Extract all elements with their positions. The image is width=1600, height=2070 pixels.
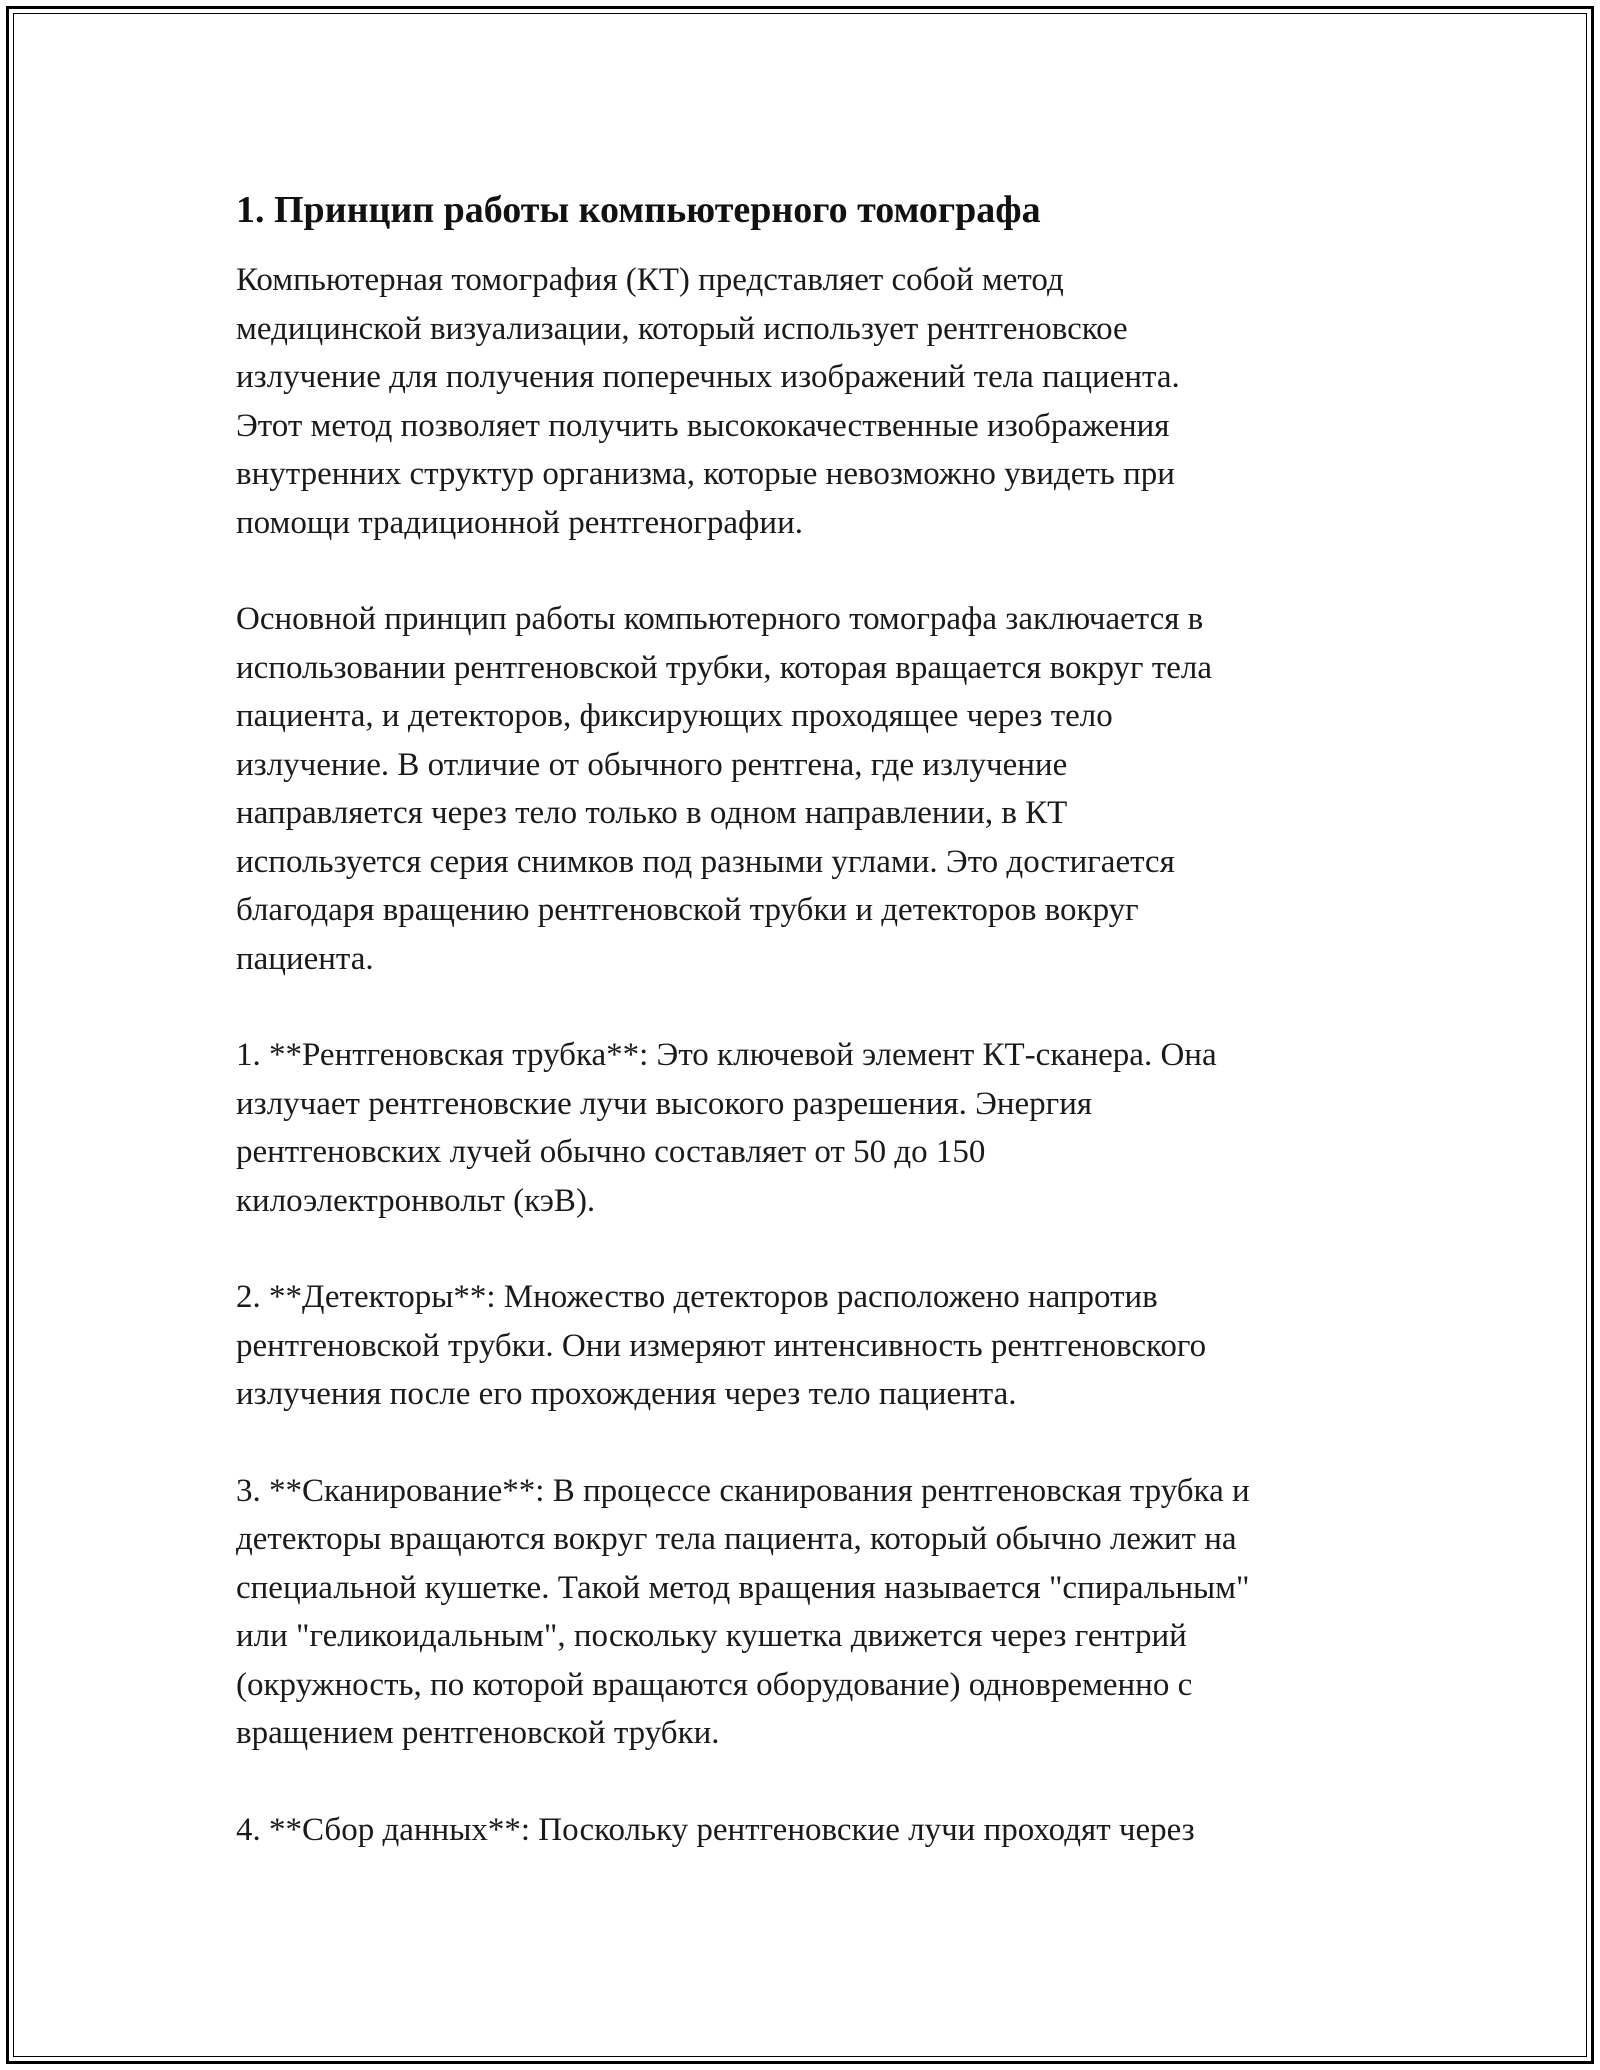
text-line: Основной принцип работы компьютерного томографа заключается в (236, 601, 1204, 637)
text-line: 1. **Рентгеновская трубка**: Это ключевой элемент КТ-сканера. Она (236, 1037, 1217, 1073)
text-line: излучение для получения поперечных изображений тела пациента. (236, 359, 1180, 395)
paragraph (236, 256, 1376, 547)
text-line: внутренних структур организма, которые невозможно увидеть при (236, 456, 1175, 492)
section-heading: 1. Принцип работы компьютерного томографа (236, 189, 1041, 231)
paragraph (236, 1031, 1376, 1225)
text-line: рентгеновских лучей обычно составляет от 50 до 150 (236, 1134, 986, 1170)
text-line: 4. **Сбор данных**: Поскольку рентгеновские лучи проходят через (236, 1811, 1195, 1848)
text-line: используется серия снимков под разными углами. Это достигается (236, 843, 1175, 880)
text-line: (окружность, по которой вращаются оборудование) одновременно с (236, 1666, 1193, 1703)
text-line: Этот метод позволяет получить высококачественные изображения (236, 407, 1170, 444)
paragraph (236, 595, 1376, 983)
text-line: Компьютерная томография (КТ) представляет собой метод (236, 262, 1064, 298)
paragraph (236, 1273, 1376, 1419)
text-line: 2. **Детекторы**: Множество детекторов расположено напротив (236, 1279, 1158, 1315)
text-line: благодаря вращению рентгеновской трубки и детекторов вокруг (236, 892, 1139, 928)
text-line: детекторы вращаются вокруг тела пациента, который обычно лежит на (236, 1521, 1237, 1557)
text-line: 3. **Сканирование**: В процессе сканирования рентгеновская трубка и (236, 1472, 1250, 1509)
text-line: килоэлектронвольт (кэВ). (236, 1182, 596, 1219)
document-body (236, 186, 1376, 1902)
text-line: медицинской визуализации, который использует рентгеновское (236, 310, 1128, 347)
paragraph (236, 1467, 1376, 1758)
text-line: или "геликоидальным", поскольку кушетка движется через гентрий (236, 1618, 1187, 1654)
paragraph-list (236, 256, 1376, 1854)
text-line: излучения после его прохождения через тело пациента. (236, 1376, 1017, 1412)
text-line: помощи традиционной рентгенографии. (236, 504, 803, 541)
text-line: направляется через тело только в одном направлении, в КТ (236, 795, 1068, 831)
text-line: излучает рентгеновские лучи высокого разрешения. Энергия (236, 1085, 1093, 1122)
text-line: вращением рентгеновской трубки. (236, 1715, 720, 1751)
text-line: рентгеновской трубки. Они измеряют интенсивность рентгеновского (236, 1327, 1207, 1364)
text-line: специальной кушетке. Такой метод вращения называется "спиральным" (236, 1569, 1250, 1606)
text-line: использовании рентгеновской трубки, которая вращается вокруг тела (236, 649, 1213, 686)
text-line: пациента. (236, 940, 374, 977)
text-line: излучение. В отличие от обычного рентгена, где излучение (236, 746, 1068, 783)
text-line: пациента, и детекторов, фиксирующих проходящее через тело (236, 698, 1113, 734)
paragraph (236, 1806, 1376, 1855)
